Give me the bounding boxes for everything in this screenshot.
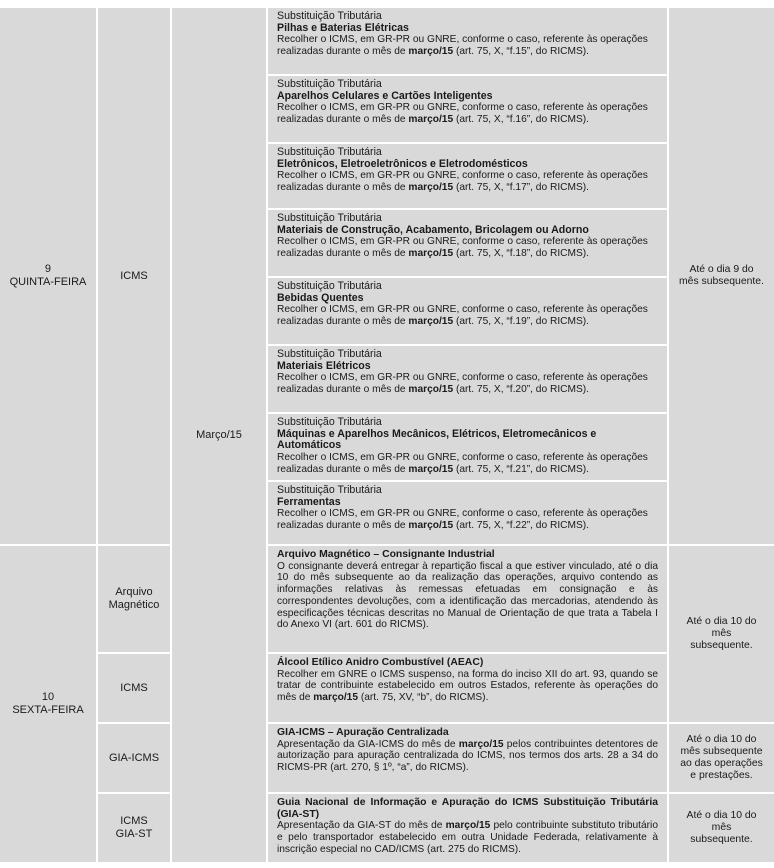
deadline-text: Até o dia 9 do mês subsequente. (679, 264, 764, 287)
giast-description-cell (268, 794, 667, 862)
st-subtitle: Materiais de Construção, Acabamento, Bricolagem ou Adorno (277, 223, 589, 236)
st-title: Substituição Tributária (277, 146, 382, 158)
st-title: Substituição Tributária (277, 280, 382, 292)
st-body (277, 34, 658, 57)
st-description-cell (268, 210, 667, 276)
aeac-month: março/15 (313, 692, 358, 704)
tax-cell-aeac (98, 654, 170, 722)
day-9-cell (0, 8, 96, 544)
st-description-cell (268, 8, 667, 74)
st-description-cell (268, 144, 667, 208)
st-body (277, 102, 658, 125)
tax-cell-gia (98, 724, 170, 792)
deadline-line: ao das operações (680, 758, 763, 769)
aeac-body (277, 669, 658, 704)
st-description-cell (268, 76, 667, 142)
st-description-cell (268, 346, 667, 412)
st-month: março/15 (408, 182, 454, 194)
deadline-cell-arquivo-aeac (669, 546, 774, 722)
tax-label: Magnético (108, 599, 160, 611)
st-body-text: Recolher o ICMS, em GR-PR ou GNRE, conforme o caso, referente às operações realizadas durante o mês de (277, 304, 648, 328)
st-month: março/15 (408, 248, 454, 260)
st-subtitle: Bebidas Quentes (277, 291, 364, 304)
giast-month: março/15 (445, 820, 491, 832)
st-body-text: Recolher o ICMS, em GR-PR ou GNRE, conforme o caso, referente às operações realizadas durante o mês de (277, 372, 648, 396)
deadline-cell-gia (669, 724, 774, 792)
st-body-ref: (art. 75, X, “f.15”, do RICMS). (453, 46, 590, 58)
deadline-line: e prestações. (690, 770, 753, 781)
st-subtitle: Aparelhos Celulares e Cartões Inteligentes (277, 89, 493, 102)
st-subtitle: Materiais Elétricos (277, 359, 371, 372)
st-title: Substituição Tributária (277, 212, 382, 224)
giast-title: Guia Nacional de Informação e Apuração do ICMS Substituição Tributária (GIA-ST) (277, 797, 658, 820)
st-description-cell (268, 414, 667, 480)
st-month: março/15 (408, 463, 454, 475)
st-subtitle: Pilhas e Baterias Elétricas (277, 21, 409, 34)
st-body-text: Recolher o ICMS, em GR-PR ou GNRE, conforme o caso, referente às operações realizadas durante o mês de (277, 34, 648, 58)
st-body (277, 508, 658, 531)
deadline-cell-day9 (669, 8, 774, 544)
gia-body (277, 739, 658, 774)
st-body-ref: (art. 75, X, “f.21”, do RICMS). (453, 463, 590, 475)
tax-cell-giast (98, 794, 170, 862)
st-subtitle: Ferramentas (277, 495, 341, 508)
st-body (277, 372, 658, 395)
st-body-text: Recolher o ICMS, em GR-PR ou GNRE, conforme o caso, referente às operações realizadas durante o mês de (277, 452, 648, 475)
st-body (277, 170, 658, 193)
st-body-text: Recolher o ICMS, em GR-PR ou GNRE, conforme o caso, referente às operações realizadas durante o mês de (277, 508, 648, 532)
deadline-cell-giast (669, 794, 774, 862)
st-body-ref: (art. 75, X, “f.20”, do RICMS). (453, 384, 590, 396)
st-body (277, 452, 658, 475)
tax-label: GIA-ST (115, 828, 153, 840)
tax-label: ICMS (120, 815, 148, 827)
aeac-description-cell (268, 654, 667, 722)
tax-cell-arquivo (98, 546, 170, 652)
st-body-ref: (art. 75, X, “f.19”, do RICMS). (453, 316, 590, 328)
st-title: Substituição Tributária (277, 78, 382, 90)
st-description-cell (268, 482, 667, 544)
st-body-text: Recolher o ICMS, em GR-PR ou GNRE, conforme o caso, referente às operações realizadas durante o mês de (277, 102, 648, 126)
st-body-ref: (art. 75, X, “f.16”, do RICMS). (453, 114, 590, 126)
st-description-cell (268, 278, 667, 344)
st-subtitle: Máquinas e Aparelhos Mecânicos, Elétricos, Eletromecânicos e Automáticos (277, 427, 597, 452)
deadline-line: Até o dia 10 do (686, 734, 757, 745)
period-label: Março/15 (196, 428, 242, 441)
st-body-text: Recolher o ICMS, em GR-PR ou GNRE, conforme o caso, referente às operações realizadas durante o mês de (277, 170, 648, 194)
st-month: março/15 (408, 316, 454, 328)
st-title: Substituição Tributária (277, 416, 382, 428)
aeac-title: Álcool Etílico Anidro Combustível (AEAC) (277, 657, 484, 668)
giast-body (277, 820, 658, 855)
tax-label: Arquivo (115, 586, 153, 598)
st-title: Substituição Tributária (277, 10, 382, 22)
st-body (277, 304, 658, 327)
gia-title: GIA-ICMS – Apuração Centralizada (277, 727, 449, 738)
tax-label: ICMS (120, 681, 148, 694)
st-month: março/15 (408, 384, 454, 396)
aeac-body-text: Recolher em GNRE o ICMS suspenso, na forma do inciso XII do art. 93, quando se tratar de contribuinte estabelecido em outros Estados, referente às operações do mês de (277, 668, 658, 704)
arquivo-title: Arquivo Magnético – Consignante Industrial (277, 549, 495, 560)
st-body (277, 236, 658, 259)
st-month: março/15 (408, 114, 454, 126)
day-weekday: SEXTA-FEIRA (12, 704, 84, 716)
tax-label: GIA-ICMS (108, 751, 160, 764)
gia-description-cell (268, 724, 667, 792)
st-title: Substituição Tributária (277, 484, 382, 496)
tax-cell-icms (98, 8, 170, 544)
arquivo-body: O consignante deverá entregar à repartição fiscal a que estiver vinculado, até o dia 10 do mês subsequente ao da realização das operações, arquivo contendo as informações relativas às remessas efetuadas em consignação e às correspondentes devoluções, com a identificação das mercadorias, atendendo às especificações técnicas descritas no Manual de Orientação de que trata a Tabela I do Anexo VI (art. 601 do RICMS). (277, 560, 658, 631)
st-body-ref: (art. 75, X, “f.18”, do RICMS). (453, 248, 590, 260)
arquivo-description-cell (268, 546, 667, 652)
day-number: 10 (41, 691, 55, 703)
day-number: 9 (44, 263, 52, 275)
st-subtitle: Eletrônicos, Eletroeletrônicos e Eletrodomésticos (277, 157, 528, 170)
st-body-ref: (art. 75, X, “f.22”, do RICMS). (453, 520, 590, 532)
period-cell (172, 8, 266, 862)
giast-body-text: Apresentação da GIA-ST do mês de (277, 820, 446, 832)
deadline-line: mês subsequente (680, 746, 763, 757)
st-month: março/15 (408, 46, 454, 58)
deadline-text: Até o dia 10 do mês subsequente. (686, 616, 757, 651)
deadline-text: Até o dia 10 do mês subsequente. (686, 810, 757, 845)
st-title: Substituição Tributária (277, 348, 382, 360)
st-body-ref: (art. 75, X, “f.17”, do RICMS). (453, 182, 590, 194)
giast-body-ref: pelo contribuinte substituto tributário e pelo transportador estabelecido em outra Unidade Federada, relativamente à inscrição especial no CAD/ICMS (art. 275 do RICMS). (277, 820, 658, 855)
day-10-cell (0, 546, 96, 862)
gia-body-text: Apresentação da GIA-ICMS do mês de (277, 738, 459, 750)
tax-label: ICMS (120, 269, 148, 282)
st-body-text: Recolher o ICMS, em GR-PR ou GNRE, conforme o caso, referente às operações realizadas durante o mês de (277, 236, 648, 260)
gia-body-ref: pelos contribuintes detentores de autorização para apuração centralizada do ICMS, nos termos dos arts. 28 a 34 do RICMS-PR (art. 270, § 1º, “a”, do RICMS). (277, 738, 658, 774)
aeac-body-ref: (art. 75, XV, “b”, do RICMS). (358, 692, 489, 704)
gia-month: março/15 (458, 738, 504, 750)
st-month: março/15 (408, 520, 454, 532)
day-weekday: QUINTA-FEIRA (9, 276, 87, 288)
